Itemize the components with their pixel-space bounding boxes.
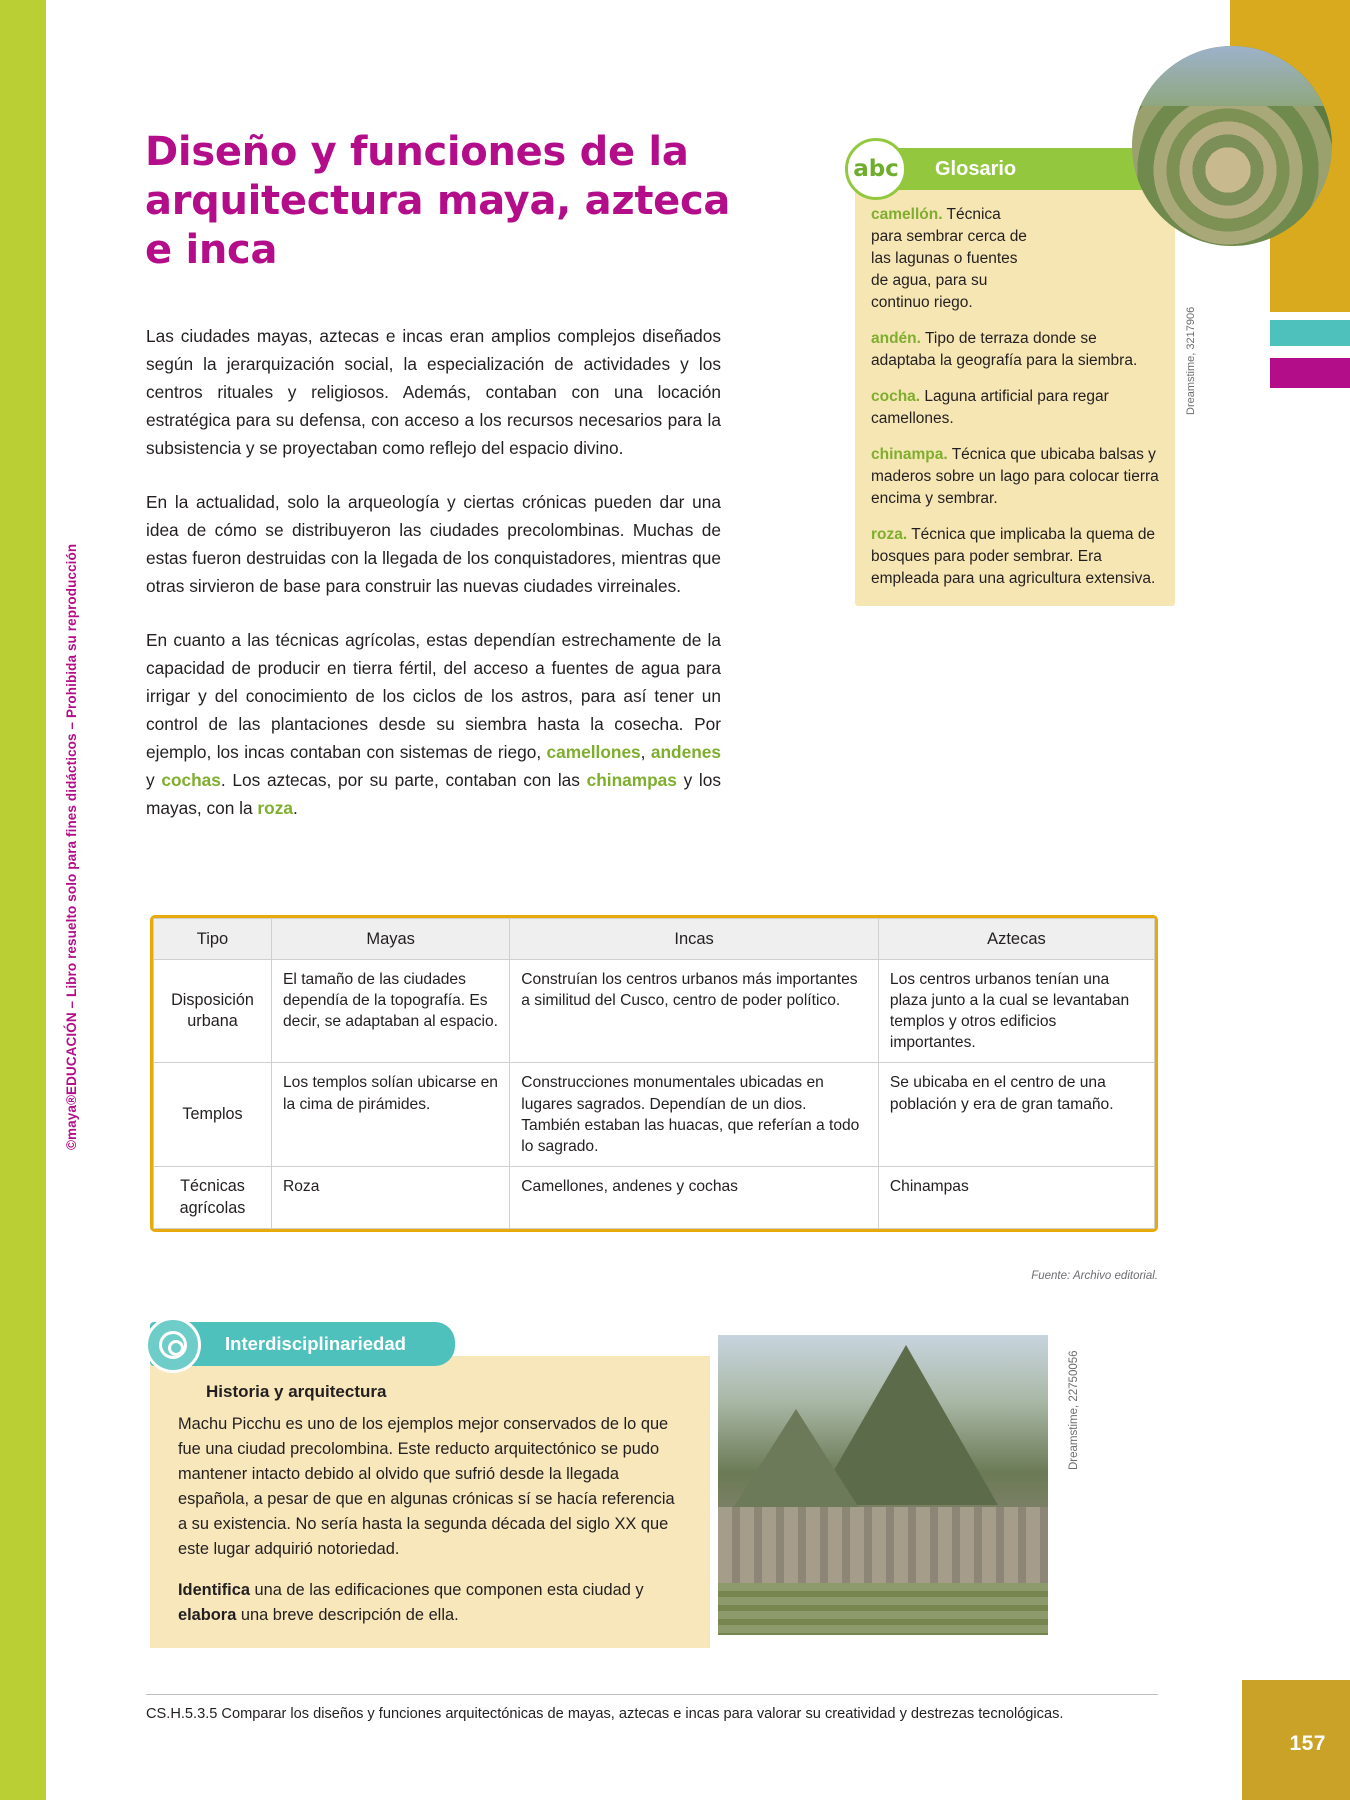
cell-aztecas: Los centros urbanos tenían una plaza junto a la cual se levantaban templos y otros edificios importantes. — [878, 960, 1154, 1063]
activity-end: una breve descripción de ella. — [236, 1605, 459, 1624]
p3-part4: . — [292, 798, 298, 819]
cell-mayas: Los templos solían ubicarse en la cima de pirámides. — [272, 1063, 510, 1166]
right-teal-strip — [1270, 320, 1350, 346]
glossary-definition: Tipo de terraza donde se adaptaba la geografía para la siembra. — [871, 330, 1138, 369]
glossary-term: camellón. — [871, 206, 943, 223]
interdisciplinariedad-paragraph: Machu Picchu es uno de los ejemplos mejor conservados de lo que fue una ciudad precolombina. Este reducto arquitectónico se pudo mantener intacto debido al olvido que sufrió desde la llegada española, a pesar de que en algunas crónicas sí se hacía referencia a su existencia. No sería hasta la segunda década del siglo XX que este lugar adquirió notoriedad. — [178, 1415, 675, 1558]
glossary-entries — [871, 204, 1159, 590]
glossary-entry-cocha — [871, 386, 1161, 430]
spiral-icon — [145, 1317, 201, 1373]
glossary-box — [855, 148, 1175, 606]
machu-picchu-photo — [718, 1335, 1048, 1635]
p3-sep2: y — [146, 770, 162, 791]
cell-mayas: Roza — [272, 1166, 510, 1229]
interdisciplinariedad-activity — [178, 1578, 682, 1628]
glossary-title: Glosario — [935, 157, 1017, 180]
abc-icon — [845, 138, 907, 200]
table-row — [154, 1166, 1155, 1229]
p3-part2: . Los aztecas, por su parte, contaban con las — [220, 770, 587, 791]
glossary-definition: Técnica que implicaba la quema de bosques para poder sembrar. Era empleada para una agricultura extensiva. — [871, 526, 1156, 587]
cell-incas: Construían los centros urbanos más importantes a similitud del Cusco, centro de poder político. — [510, 960, 879, 1063]
abc-icon-label: abc — [853, 155, 899, 182]
table-header-incas: Incas — [510, 919, 879, 960]
term-roza: roza — [257, 798, 293, 819]
p3-part3: y los mayas, con la — [146, 770, 721, 819]
row-label: Templos — [154, 1063, 272, 1166]
glossary-entry-anden — [871, 328, 1161, 372]
glossary-entry-chinampa — [871, 444, 1161, 510]
glossary-term: roza. — [871, 526, 908, 543]
right-magenta-strip — [1270, 358, 1350, 388]
interdisciplinariedad-subtitle: Historia y arquitectura — [206, 1382, 387, 1401]
page-title: Diseño y funciones de la arquitectura maya, azteca e inca — [145, 129, 731, 273]
table-header-tipo: Tipo — [154, 919, 272, 960]
table-header-aztecas: Aztecas — [878, 919, 1154, 960]
paragraph-2: En la actualidad, solo la arqueología y ciertas crónicas pueden dar una idea de cómo se distribuyeron las ciudades precolombinas. Muchas de estas fueron destruidas con la llegada de los conquistadores, mientras que otras sirvieron de base para construir las nuevas ciudades virreinales. — [146, 492, 721, 597]
machu-picchu-photo-credit: Dreamstime, 22750056 — [1068, 1350, 1080, 1470]
p3-part1: En cuanto a las técnicas agrícolas, estas dependían estrechamente de la capacidad de producir en tierra fértil, del acceso a fuentes de agua para irrigar y del conocimiento de los ciclos de los astros, para así tener un control de las plantaciones desde su siembra hasta la cosecha. Por ejemplo, los incas contaban con sistemas de riego, — [146, 630, 721, 763]
paragraph-1: Las ciudades mayas, aztecas e incas eran amplios complejos diseñados según la jerarquización social, la especialización de actividades y los centros rituales y religiosos. Además, contaban con una locación estratégica para su defensa, con acceso a los recursos necesarios para la subsistencia y se proyectaban como reflejo del espacio divino. — [146, 326, 721, 459]
page-number: 157 — [1289, 1732, 1326, 1755]
side-credit: ©maya®EDUCACIÓN – Libro resuelto solo para fines didácticos – Prohibida su reproducción — [64, 543, 79, 1150]
activity-verb-1: Identifica — [178, 1580, 250, 1599]
cell-aztecas: Chinampas — [878, 1166, 1154, 1229]
left-color-band — [0, 0, 46, 1800]
row-label: Disposición urbana — [154, 960, 272, 1063]
glossary-term: chinampa. — [871, 446, 948, 463]
glossary-term: cocha. — [871, 388, 921, 405]
body-column — [146, 322, 721, 848]
term-andenes: andenes — [650, 742, 721, 763]
table-row — [154, 960, 1155, 1063]
cell-aztecas: Se ubicaba en el centro de una población y era de gran tamaño. — [878, 1063, 1154, 1166]
glossary-definition: Técnica que ubicaba balsas y maderos sobre un lago para colocar tierra encima y sembrar. — [871, 446, 1159, 507]
paragraph-3 — [146, 626, 721, 822]
cell-incas: Construcciones monumentales ubicadas en lugares sagrados. Dependían de un dios. También estaban las huacas, que referían a todo lo sagrado. — [510, 1063, 879, 1166]
interdisciplinariedad-title: Interdisciplinariedad — [225, 1333, 406, 1354]
glossary-entry-roza — [871, 524, 1161, 590]
glossary-term: andén. — [871, 330, 921, 347]
row-label: Técnicas agrícolas — [154, 1166, 272, 1229]
glossary-definition: Técnica para sembrar cerca de las lagunas o fuentes de agua, para su continuo riego. — [871, 206, 1027, 311]
footer-divider — [146, 1694, 1158, 1695]
activity-mid: una de las edificaciones que componen esta ciudad y — [249, 1580, 644, 1599]
table-source: Fuente: Archivo editorial. — [1031, 1270, 1158, 1282]
p3-sep1: , — [640, 742, 651, 763]
cell-mayas: El tamaño de las ciudades dependía de la topografía. Es decir, se adaptaban al espacio. — [272, 960, 510, 1063]
table-header-mayas: Mayas — [272, 919, 510, 960]
table-header-row — [154, 919, 1155, 960]
term-chinampas: chinampas — [586, 770, 677, 791]
term-camellones: camellones — [546, 742, 641, 763]
glossary-definition: Laguna artificial para regar camellones. — [871, 388, 1109, 427]
activity-verb-2: elabora — [178, 1605, 237, 1624]
table-row — [154, 1063, 1155, 1166]
cell-incas: Camellones, andenes y cochas — [510, 1166, 879, 1229]
glossary-photo-credit: Dreamstime, 3217906 — [1185, 306, 1197, 415]
term-cochas: cochas — [161, 770, 221, 791]
footer-standard: CS.H.5.3.5 Comparar los diseños y funciones arquitectónicas de mayas, aztecas e incas para valorar su creatividad y destrezas tecnológicas. — [146, 1706, 1064, 1722]
interdisciplinariedad-box — [150, 1356, 710, 1648]
moray-terraces-photo — [1132, 46, 1332, 246]
glossary-entry-camellon — [871, 204, 1031, 314]
comparison-table — [150, 915, 1158, 1232]
